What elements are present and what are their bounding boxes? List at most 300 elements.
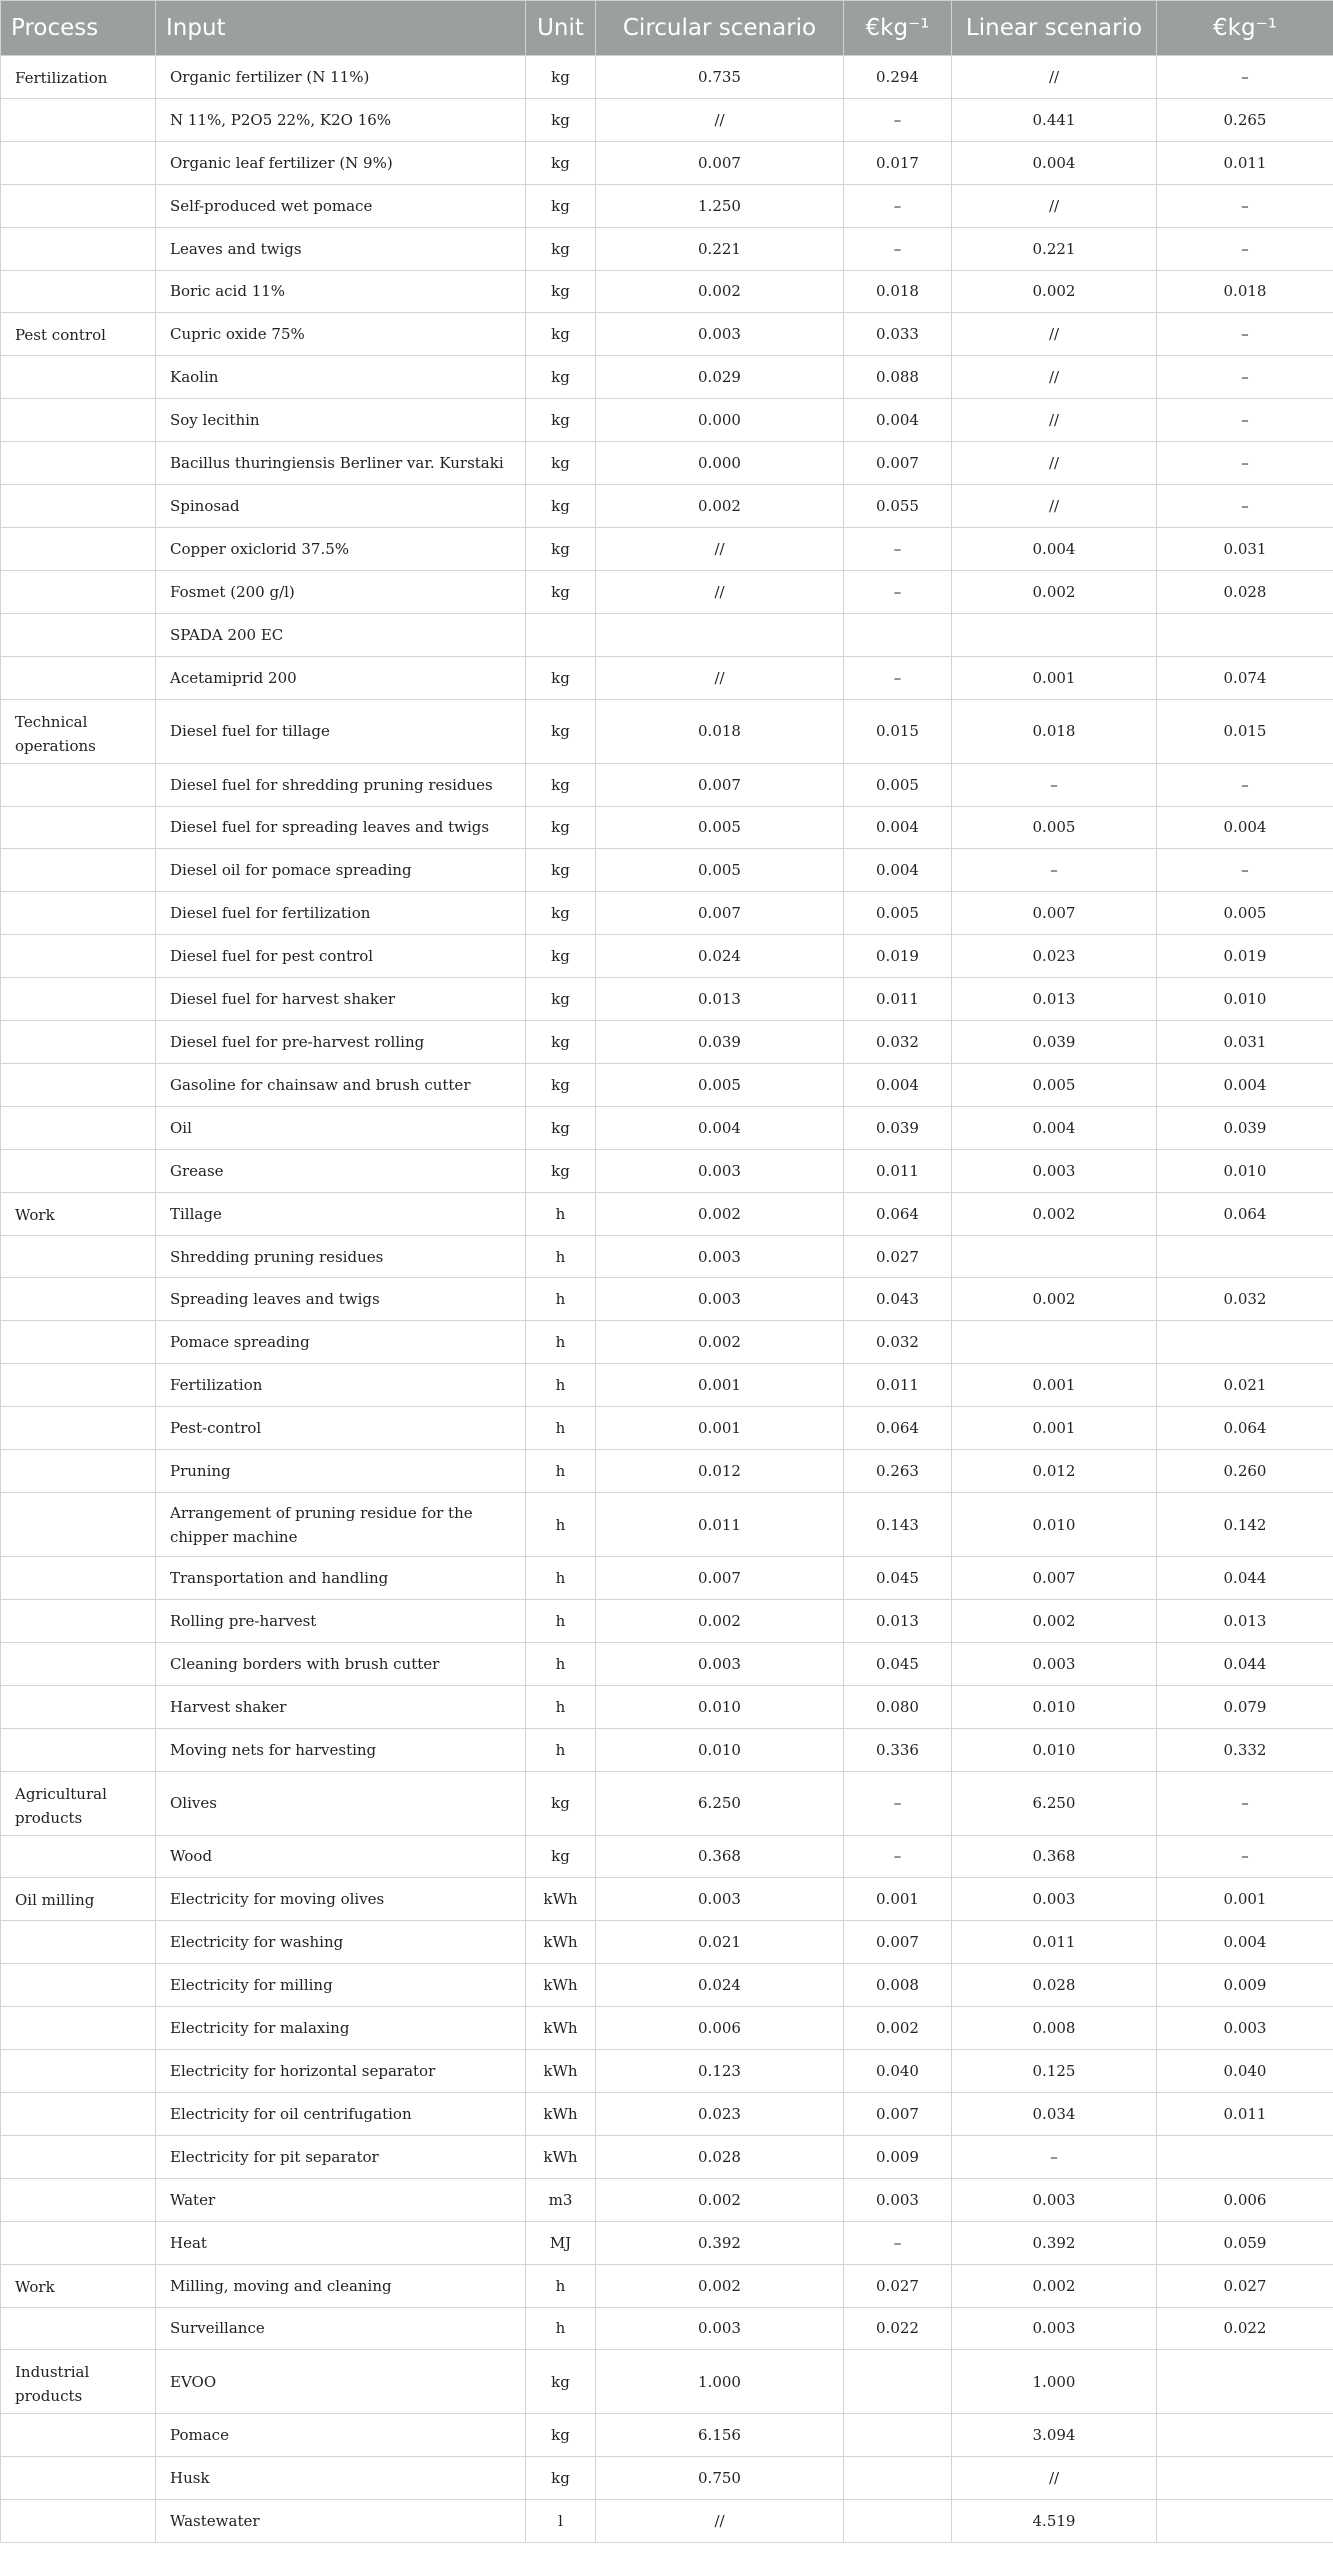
circular-value-cell: 0.368	[596, 1835, 844, 1878]
circular-value-cell: 0.007	[596, 763, 844, 806]
unit-cell: kg	[526, 313, 596, 356]
circular-cost-cell: 0.005	[844, 892, 952, 935]
input-cell: Electricity for malaxing	[156, 2007, 526, 2050]
unit-cell: kg	[526, 1771, 596, 1835]
circular-value-cell: 0.005	[596, 806, 844, 849]
input-cell: Shredding pruning residues	[156, 1235, 526, 1278]
circular-cost-cell: 0.336	[844, 1728, 952, 1771]
linear-cost-cell: –	[1157, 227, 1333, 270]
input-cell: Electricity for pit separator	[156, 2135, 526, 2178]
circular-cost-cell: 0.002	[844, 2007, 952, 2050]
process-cell	[1, 1364, 156, 1407]
table-row	[1, 1685, 1333, 1728]
table-row	[1, 1771, 1333, 1835]
table-row	[1, 1964, 1333, 2007]
circular-value-cell: 0.039	[596, 1021, 844, 1064]
process-cell	[1, 2414, 156, 2457]
circular-cost-cell: –	[844, 527, 952, 570]
linear-cost-cell	[1157, 1235, 1333, 1278]
table-row	[1, 184, 1333, 227]
unit-cell: kg	[526, 485, 596, 528]
process-cell	[1, 2221, 156, 2264]
unit-cell: kWh	[526, 1964, 596, 2007]
linear-cost-cell: –	[1157, 849, 1333, 892]
linear-cost-cell: 0.010	[1157, 1149, 1333, 1192]
input-cell: Rolling pre-harvest	[156, 1599, 526, 1642]
table-row	[1, 2135, 1333, 2178]
unit-cell: h	[526, 1321, 596, 1364]
process-cell	[1, 763, 156, 806]
linear-cost-cell: –	[1157, 442, 1333, 485]
linear-cost-cell: 0.022	[1157, 2307, 1333, 2350]
process-cell	[1, 2500, 156, 2543]
linear-value-cell: –	[952, 2135, 1157, 2178]
circular-value-cell: 0.004	[596, 1106, 844, 1149]
unit-cell: kg	[526, 56, 596, 99]
linear-value-cell: 0.001	[952, 1364, 1157, 1407]
process-cell: Work	[1, 2264, 156, 2307]
input-cell: Cleaning borders with brush cutter	[156, 1642, 526, 1685]
unit-cell: h	[526, 2307, 596, 2350]
circular-cost-cell: 0.032	[844, 1021, 952, 1064]
circular-value-cell: 0.002	[596, 2264, 844, 2307]
circular-cost-cell	[844, 2457, 952, 2500]
input-cell: N 11%, P2O5 22%, K2O 16%	[156, 98, 526, 141]
input-cell: Harvest shaker	[156, 1685, 526, 1728]
circular-cost-cell: 0.294	[844, 56, 952, 99]
process-cell	[1, 2007, 156, 2050]
table-body	[1, 56, 1333, 2543]
process-cell	[1, 270, 156, 313]
linear-cost-cell: 0.260	[1157, 1450, 1333, 1493]
unit-cell: kg	[526, 699, 596, 763]
linear-cost-cell	[1157, 613, 1333, 656]
process-cell	[1, 1278, 156, 1321]
unit-cell: kg	[526, 656, 596, 699]
circular-value-cell: 0.018	[596, 699, 844, 763]
linear-cost-cell: 0.032	[1157, 1278, 1333, 1321]
process-cell	[1, 1063, 156, 1106]
circular-cost-cell: 0.045	[844, 1557, 952, 1600]
linear-cost-cell	[1157, 2457, 1333, 2500]
table-row	[1, 98, 1333, 141]
linear-cost-cell: 0.031	[1157, 1021, 1333, 1064]
table-row	[1, 978, 1333, 1021]
linear-value-cell: //	[952, 313, 1157, 356]
linear-value-cell: 0.221	[952, 227, 1157, 270]
linear-value-cell: //	[952, 442, 1157, 485]
circular-cost-cell: 0.004	[844, 399, 952, 442]
unit-cell: kg	[526, 570, 596, 613]
circular-value-cell: 0.392	[596, 2221, 844, 2264]
linear-cost-cell: 0.011	[1157, 141, 1333, 184]
linear-cost-cell	[1157, 2500, 1333, 2543]
process-cell	[1, 892, 156, 935]
circular-cost-cell	[844, 613, 952, 656]
circular-value-cell: //	[596, 2500, 844, 2543]
unit-cell: h	[526, 1599, 596, 1642]
linear-cost-cell	[1157, 2135, 1333, 2178]
circular-cost-cell: 0.011	[844, 1364, 952, 1407]
unit-cell: m3	[526, 2178, 596, 2221]
linear-value-cell: 0.004	[952, 1106, 1157, 1149]
circular-value-cell: 0.011	[596, 1493, 844, 1557]
table-row	[1, 56, 1333, 99]
table-row	[1, 356, 1333, 399]
table-row	[1, 2307, 1333, 2350]
linear-value-cell: //	[952, 2457, 1157, 2500]
circular-value-cell: 0.750	[596, 2457, 844, 2500]
linear-cost-cell: 0.031	[1157, 527, 1333, 570]
circular-cost-cell: –	[844, 98, 952, 141]
circular-cost-cell: 0.008	[844, 1964, 952, 2007]
table-row	[1, 141, 1333, 184]
unit-cell: l	[526, 2500, 596, 2543]
circular-value-cell: 0.010	[596, 1685, 844, 1728]
circular-cost-cell: 0.011	[844, 978, 952, 1021]
unit-cell: kg	[526, 1063, 596, 1106]
table-row	[1, 485, 1333, 528]
unit-cell: kg	[526, 935, 596, 978]
input-cell: Electricity for washing	[156, 1921, 526, 1964]
circular-value-cell: 0.003	[596, 1878, 844, 1921]
process-cell	[1, 2457, 156, 2500]
unit-cell: kWh	[526, 2007, 596, 2050]
input-cell: SPADA 200 EC	[156, 613, 526, 656]
circular-cost-cell	[844, 2350, 952, 2414]
unit-cell: kg	[526, 1106, 596, 1149]
linear-value-cell: 0.007	[952, 892, 1157, 935]
input-cell: Heat	[156, 2221, 526, 2264]
circular-cost-cell: 0.055	[844, 485, 952, 528]
linear-value-cell	[952, 1235, 1157, 1278]
unit-cell: h	[526, 2264, 596, 2307]
circular-cost-cell: 0.263	[844, 1450, 952, 1493]
circular-value-cell: 0.024	[596, 935, 844, 978]
unit-cell: h	[526, 1364, 596, 1407]
circular-value-cell: 0.003	[596, 313, 844, 356]
linear-cost-cell: 0.332	[1157, 1728, 1333, 1771]
process-cell	[1, 1235, 156, 1278]
unit-cell: kg	[526, 806, 596, 849]
table-row	[1, 570, 1333, 613]
unit-cell: kg	[526, 356, 596, 399]
process-cell	[1, 2092, 156, 2135]
circular-value-cell: 0.002	[596, 2178, 844, 2221]
header-linear-cost: €kg⁻¹	[1157, 1, 1333, 56]
process-cell	[1, 613, 156, 656]
circular-cost-cell: –	[844, 184, 952, 227]
input-cell: Bacillus thuringiensis Berliner var. Kurstaki	[156, 442, 526, 485]
input-cell: Tillage	[156, 1192, 526, 1235]
linear-value-cell	[952, 613, 1157, 656]
circular-value-cell: 0.001	[596, 1407, 844, 1450]
linear-cost-cell: 0.044	[1157, 1642, 1333, 1685]
circular-value-cell: 0.003	[596, 1149, 844, 1192]
circular-value-cell: 0.221	[596, 227, 844, 270]
table-row	[1, 1321, 1333, 1364]
unit-cell: kg	[526, 141, 596, 184]
linear-cost-cell: 0.011	[1157, 2092, 1333, 2135]
circular-value-cell: 0.010	[596, 1728, 844, 1771]
linear-cost-cell: 0.001	[1157, 1878, 1333, 1921]
input-cell: Diesel oil for pomace spreading	[156, 849, 526, 892]
input-cell: Diesel fuel for spreading leaves and twigs	[156, 806, 526, 849]
circular-cost-cell: 0.033	[844, 313, 952, 356]
unit-cell: h	[526, 1685, 596, 1728]
table-row	[1, 1235, 1333, 1278]
linear-value-cell: 0.010	[952, 1685, 1157, 1728]
circular-value-cell: 1.000	[596, 2350, 844, 2414]
circular-value-cell: 0.006	[596, 2007, 844, 2050]
input-cell: Diesel fuel for tillage	[156, 699, 526, 763]
unit-cell: kg	[526, 1149, 596, 1192]
input-cell: EVOO	[156, 2350, 526, 2414]
linear-value-cell: //	[952, 356, 1157, 399]
linear-value-cell: 0.002	[952, 270, 1157, 313]
linear-value-cell: 0.028	[952, 1964, 1157, 2007]
circular-cost-cell: 0.013	[844, 1599, 952, 1642]
linear-cost-cell	[1157, 2414, 1333, 2457]
input-cell: Cupric oxide 75%	[156, 313, 526, 356]
input-cell: Surveillance	[156, 2307, 526, 2350]
unit-cell: kg	[526, 892, 596, 935]
linear-value-cell: 0.392	[952, 2221, 1157, 2264]
table-row	[1, 399, 1333, 442]
linear-cost-cell	[1157, 1321, 1333, 1364]
linear-cost-cell: 0.044	[1157, 1557, 1333, 1600]
table-row	[1, 1278, 1333, 1321]
circular-value-cell: 1.250	[596, 184, 844, 227]
circular-cost-cell: 0.043	[844, 1278, 952, 1321]
linear-cost-cell: –	[1157, 1771, 1333, 1835]
linear-cost-cell: 0.039	[1157, 1106, 1333, 1149]
unit-cell: kg	[526, 184, 596, 227]
input-cell: Pruning	[156, 1450, 526, 1493]
linear-cost-cell: 0.004	[1157, 1063, 1333, 1106]
linear-cost-cell: 0.019	[1157, 935, 1333, 978]
linear-value-cell: 0.368	[952, 1835, 1157, 1878]
process-cell	[1, 1149, 156, 1192]
header-input: Input	[156, 1, 526, 56]
process-cell: Pest control	[1, 313, 156, 356]
linear-cost-cell: 0.018	[1157, 270, 1333, 313]
unit-cell: kg	[526, 849, 596, 892]
circular-cost-cell: 0.018	[844, 270, 952, 313]
linear-value-cell: //	[952, 485, 1157, 528]
unit-cell: h	[526, 1493, 596, 1557]
circular-cost-cell: 0.039	[844, 1106, 952, 1149]
circular-cost-cell: 0.027	[844, 2264, 952, 2307]
header-unit: Unit	[526, 1, 596, 56]
linear-cost-cell: –	[1157, 485, 1333, 528]
linear-value-cell: 0.018	[952, 699, 1157, 763]
circular-cost-cell: 0.015	[844, 699, 952, 763]
table-row	[1, 313, 1333, 356]
unit-cell: kg	[526, 978, 596, 1021]
unit-cell: kWh	[526, 1878, 596, 1921]
table-row	[1, 849, 1333, 892]
circular-value-cell: 0.005	[596, 849, 844, 892]
process-cell	[1, 1964, 156, 2007]
table-row	[1, 1364, 1333, 1407]
table-row	[1, 1878, 1333, 1921]
input-cell: Grease	[156, 1149, 526, 1192]
linear-value-cell: 0.003	[952, 2307, 1157, 2350]
linear-cost-cell: 0.040	[1157, 2050, 1333, 2093]
table-row	[1, 1407, 1333, 1450]
linear-cost-cell: –	[1157, 313, 1333, 356]
unit-cell: kg	[526, 442, 596, 485]
linear-cost-cell: 0.064	[1157, 1192, 1333, 1235]
table-row	[1, 2457, 1333, 2500]
circular-value-cell: //	[596, 98, 844, 141]
table-row	[1, 935, 1333, 978]
linear-value-cell: 0.007	[952, 1557, 1157, 1600]
circular-value-cell: 0.029	[596, 356, 844, 399]
input-cell: Kaolin	[156, 356, 526, 399]
circular-value-cell: 0.123	[596, 2050, 844, 2093]
circular-value-cell: 0.000	[596, 399, 844, 442]
table-row	[1, 1192, 1333, 1235]
process-cell	[1, 356, 156, 399]
linear-value-cell: 0.010	[952, 1493, 1157, 1557]
unit-cell: h	[526, 1278, 596, 1321]
circular-cost-cell: 0.007	[844, 1921, 952, 1964]
process-cell	[1, 184, 156, 227]
circular-cost-cell: 0.017	[844, 141, 952, 184]
process-cell	[1, 656, 156, 699]
process-cell	[1, 935, 156, 978]
linear-value-cell: 0.039	[952, 1021, 1157, 1064]
table-row	[1, 1642, 1333, 1685]
unit-cell: MJ	[526, 2221, 596, 2264]
circular-value-cell: 0.007	[596, 892, 844, 935]
process-cell	[1, 1493, 156, 1557]
header-process: Process	[1, 1, 156, 56]
process-cell	[1, 98, 156, 141]
table-row	[1, 699, 1333, 763]
circular-value-cell: 0.005	[596, 1063, 844, 1106]
circular-value-cell: 0.007	[596, 1557, 844, 1600]
linear-cost-cell: 0.079	[1157, 1685, 1333, 1728]
circular-value-cell: 0.028	[596, 2135, 844, 2178]
circular-value-cell: 0.000	[596, 442, 844, 485]
unit-cell: kWh	[526, 2050, 596, 2093]
process-cell: Work	[1, 1192, 156, 1235]
input-cell: Diesel fuel for fertilization	[156, 892, 526, 935]
unit-cell: kWh	[526, 2092, 596, 2135]
circular-value-cell: 0.001	[596, 1364, 844, 1407]
circular-cost-cell: –	[844, 1771, 952, 1835]
unit-cell: kg	[526, 98, 596, 141]
input-cell: Pomace spreading	[156, 1321, 526, 1364]
circular-cost-cell: 0.004	[844, 849, 952, 892]
circular-cost-cell: –	[844, 1835, 952, 1878]
circular-cost-cell: –	[844, 656, 952, 699]
linear-value-cell: //	[952, 184, 1157, 227]
table-row	[1, 1149, 1333, 1192]
process-cell	[1, 806, 156, 849]
input-cell: Organic fertilizer (N 11%)	[156, 56, 526, 99]
input-cell: Arrangement of pruning residue for the chipper machine	[156, 1493, 526, 1557]
process-cell: Industrial products	[1, 2350, 156, 2414]
circular-cost-cell: 0.027	[844, 1235, 952, 1278]
table-row	[1, 270, 1333, 313]
table-row	[1, 1835, 1333, 1878]
linear-cost-cell: 0.021	[1157, 1364, 1333, 1407]
table-row	[1, 442, 1333, 485]
linear-cost-cell: 0.015	[1157, 699, 1333, 763]
table-row	[1, 527, 1333, 570]
input-cell: Fertilization	[156, 1364, 526, 1407]
linear-value-cell: 4.519	[952, 2500, 1157, 2543]
input-cell: Wood	[156, 1835, 526, 1878]
unit-cell	[526, 613, 596, 656]
input-cell: Water	[156, 2178, 526, 2221]
input-cell: Acetamiprid 200	[156, 656, 526, 699]
unit-cell: kg	[526, 399, 596, 442]
linear-cost-cell: 0.013	[1157, 1599, 1333, 1642]
linear-cost-cell: 0.059	[1157, 2221, 1333, 2264]
linear-value-cell: 0.001	[952, 656, 1157, 699]
linear-value-cell: 0.002	[952, 1192, 1157, 1235]
unit-cell: kg	[526, 2350, 596, 2414]
unit-cell: h	[526, 1235, 596, 1278]
unit-cell: h	[526, 1642, 596, 1685]
input-cell: Organic leaf fertilizer (N 9%)	[156, 141, 526, 184]
input-cell: Diesel fuel for harvest shaker	[156, 978, 526, 1021]
process-cell	[1, 527, 156, 570]
circular-value-cell: 0.002	[596, 485, 844, 528]
circular-cost-cell: 0.007	[844, 2092, 952, 2135]
header-circular-scenario: Circular scenario	[596, 1, 844, 56]
circular-value-cell: 0.002	[596, 1321, 844, 1364]
linear-value-cell: 0.441	[952, 98, 1157, 141]
circular-cost-cell: 0.032	[844, 1321, 952, 1364]
table-row	[1, 1557, 1333, 1600]
linear-value-cell: –	[952, 849, 1157, 892]
process-cell	[1, 2307, 156, 2350]
input-cell: Moving nets for harvesting	[156, 1728, 526, 1771]
unit-cell: kg	[526, 270, 596, 313]
process-cell	[1, 570, 156, 613]
process-cell	[1, 849, 156, 892]
table-row	[1, 1021, 1333, 1064]
linear-value-cell: 0.023	[952, 935, 1157, 978]
input-cell: Diesel fuel for pre-harvest rolling	[156, 1021, 526, 1064]
linear-value-cell: //	[952, 56, 1157, 99]
process-cell	[1, 1450, 156, 1493]
table-row	[1, 2221, 1333, 2264]
linear-value-cell: 0.125	[952, 2050, 1157, 2093]
unit-cell: h	[526, 1407, 596, 1450]
process-cell	[1, 1106, 156, 1149]
process-cell	[1, 399, 156, 442]
process-cell	[1, 1557, 156, 1600]
circular-value-cell: 0.003	[596, 1642, 844, 1685]
circular-value-cell	[596, 613, 844, 656]
circular-value-cell: 0.024	[596, 1964, 844, 2007]
table-row	[1, 763, 1333, 806]
circular-value-cell: 0.003	[596, 2307, 844, 2350]
table-row	[1, 227, 1333, 270]
table-row	[1, 806, 1333, 849]
circular-value-cell: 0.013	[596, 978, 844, 1021]
header-row	[1, 1, 1333, 56]
linear-value-cell: 0.004	[952, 141, 1157, 184]
process-cell	[1, 978, 156, 1021]
